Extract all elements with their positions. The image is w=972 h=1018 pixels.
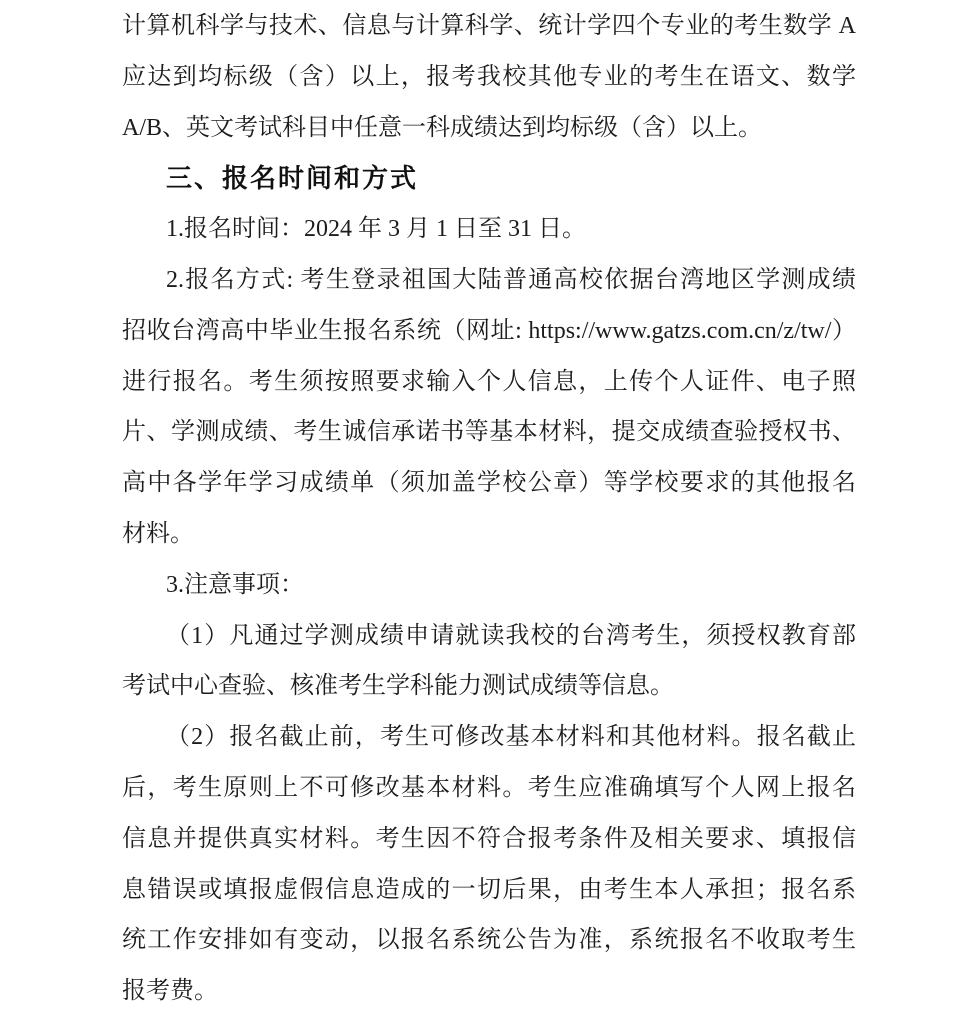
text-line: 材料。 — [122, 520, 194, 547]
text-line: 统工作安排如有变动，以报名系统公告为准，系统报名不收取考生 — [122, 927, 856, 954]
text-line: （1）凡通过学测成绩申请就读我校的台湾考生，须授权教育部 — [166, 622, 856, 649]
text-line: A/B、英文考试科目中任意一科成绩达到均标级（含）以上。 — [122, 114, 763, 141]
text-line: 应达到均标级（含）以上，报考我校其他专业的考生在语文、数学 — [122, 63, 856, 90]
text-line: 进行报名。考生须按照要求输入个人信息，上传个人证件、电子照 — [122, 368, 856, 395]
text-line: 高中各学年学习成绩单（须加盖学校公章）等学校要求的其他报名 — [122, 470, 856, 497]
text-line: 1.报名时间：2024 年 3 月 1 日至 31 日。 — [166, 216, 586, 243]
text-line: 信息并提供真实材料。考生因不符合报考条件及相关要求、填报信 — [122, 825, 856, 852]
text-line: 息错误或填报虚假信息造成的一切后果，由考生本人承担；报名系 — [122, 876, 856, 903]
text-line: 3.注意事项： — [166, 571, 304, 598]
text-line: 后，考生原则上不可修改基本材料。考生应准确填写个人网上报名 — [122, 774, 856, 801]
text-line: （2）报名截止前，考生可修改基本材料和其他材料。报名截止 — [166, 724, 856, 751]
text-line: 片、学测成绩、考生诚信承诺书等基本材料，提交成绩查验授权书、 — [122, 419, 856, 446]
text-line: 报考费。 — [122, 978, 218, 1005]
section-heading: 三、报名时间和方式 — [166, 163, 419, 194]
text-line: 2.报名方式: 考生登录祖国大陆普通高校依据台湾地区学测成绩 — [166, 266, 856, 293]
text-line: 计算机科学与技术、信息与计算科学、统计学四个专业的考生数学 A — [122, 13, 856, 39]
text-line: 考试中心查验、核准考生学科能力测试成绩等信息。 — [122, 673, 674, 700]
text-line: 招收台湾高中毕业生报名系统（网址: https://www.gatzs.com.cn/z/tw/） — [122, 317, 856, 344]
